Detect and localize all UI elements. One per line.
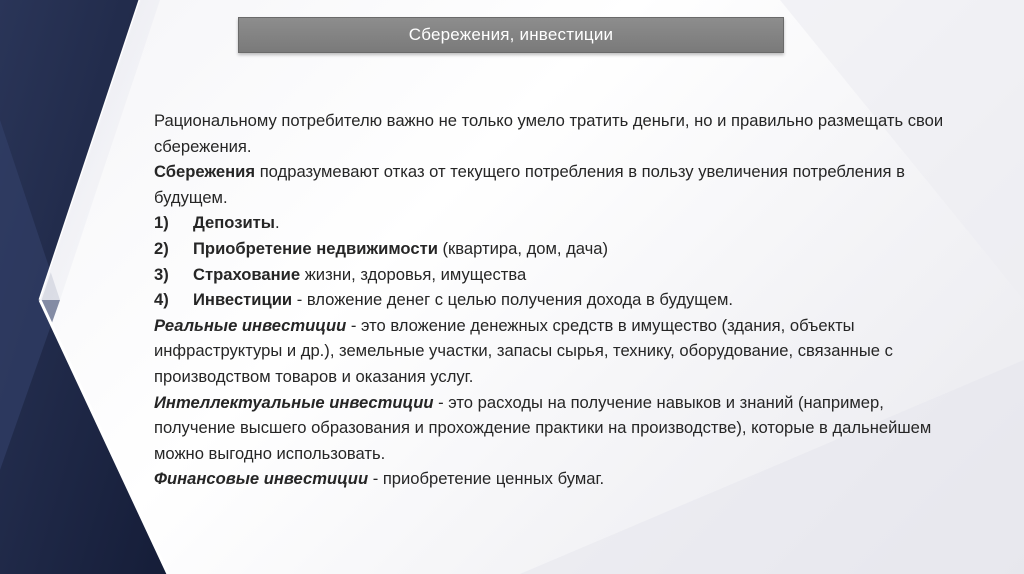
definition-text: - это расходы на получение навыков и знаний (например, получение высшего образования и прохождение практики на производстве), которые в дальнейшем можно выгодно использовать. — [154, 392, 932, 463]
list-term: Депозиты — [193, 213, 275, 233]
list-item — [154, 287, 954, 313]
list-term: Страхование — [193, 264, 301, 284]
savings-paragraph — [154, 159, 954, 210]
list-number: 3) — [154, 264, 169, 284]
definition-intellectual-investments — [154, 390, 954, 467]
definition-real-investments — [154, 313, 954, 390]
title-bar — [238, 17, 784, 53]
list-item — [154, 236, 954, 262]
savings-text: подразумевают отказ от текущего потребления в пользу увеличения потребления в будущем. — [154, 162, 905, 207]
slide-title: Сбережения, инвестиции — [408, 25, 614, 44]
list-item — [154, 210, 954, 236]
definition-term: Интеллектуальные инвестиции — [154, 392, 434, 412]
list-item — [154, 262, 954, 288]
list-text: . — [274, 213, 280, 233]
list-text: жизни, здоровья, имущества — [300, 264, 527, 284]
intro-paragraph: Рациональному потребителю важно не только умело тратить деньги, но и правильно размещать свои сбережения. — [154, 111, 944, 156]
list-text: - вложение денег с целью получения дохода в будущем. — [292, 290, 734, 310]
list-text: (квартира, дом, дача) — [437, 238, 609, 258]
list-term: Приобретение недвижимости — [193, 238, 438, 258]
slide-body — [154, 108, 954, 492]
definition-text: - это вложение денежных средств в имущество (здания, объекты инфраструктуры и др.), земельные участки, запасы сырья, технику, оборудование, связанные с производством товаров и оказания услуг. — [154, 315, 893, 386]
definition-text: - приобретение ценных бумаг. — [368, 469, 605, 489]
savings-term: Сбережения — [154, 162, 256, 182]
definition-financial-investments — [154, 466, 954, 492]
definition-term: Реальные инвестиции — [154, 315, 347, 335]
list-term: Инвестиции — [193, 290, 293, 310]
list-number: 1) — [154, 213, 169, 233]
definition-term: Финансовые инвестиции — [154, 469, 369, 489]
list-number: 2) — [154, 238, 169, 258]
list-number: 4) — [154, 290, 169, 310]
